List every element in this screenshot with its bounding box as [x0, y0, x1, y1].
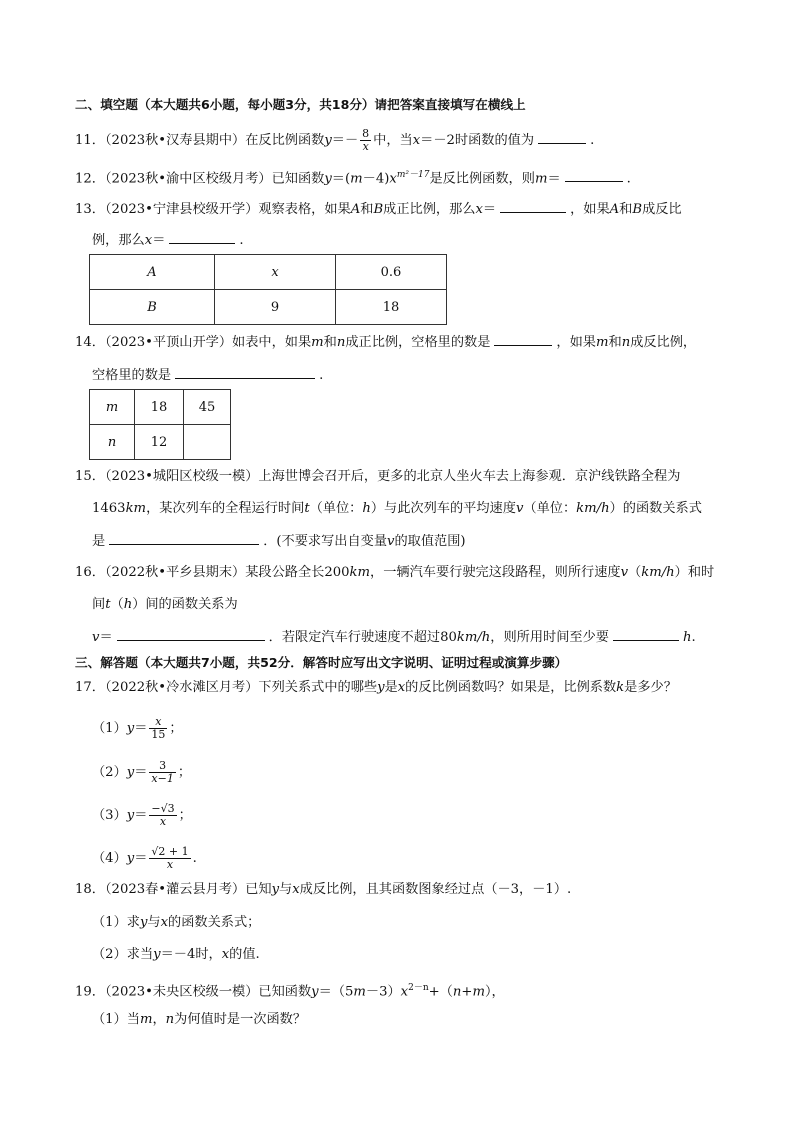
q12-m2: m [534, 171, 548, 187]
q11-cond: ＝－2时函数的值为 [420, 133, 535, 148]
q17-prefix: 17．（2022秋•冷水滩区月考）下列关系式中的哪些 [75, 680, 378, 695]
q12-end: . [626, 171, 631, 187]
q17-x: x [397, 680, 406, 695]
q11-numerator: 8 [362, 127, 370, 140]
q18-sub-2 [92, 945, 260, 965]
q12-prefix: 12．（2023秋•渝中区校级月考）已知函数 [75, 171, 325, 187]
question-11 [75, 128, 594, 153]
question-12 [75, 165, 631, 189]
question-13-line-2 [92, 229, 244, 251]
q11-answer-blank[interactable] [538, 129, 586, 144]
q14-end2: . [319, 368, 324, 383]
q17-item-denominator: x [149, 815, 176, 828]
q13-line2-prefix: 例，那么 [92, 233, 145, 248]
question-15-line-3 [92, 530, 466, 552]
q15-answer-blank[interactable] [109, 530, 259, 545]
q14-table [89, 389, 231, 460]
question-15-line-2 [92, 499, 702, 519]
q17-item-eq: ＝ [134, 765, 148, 780]
q12-eq2: ＝ [547, 171, 561, 187]
q17-item-4 [92, 846, 197, 871]
question-13-line-1 [75, 198, 682, 220]
table-cell: 9 [215, 290, 336, 325]
q15-t: t [304, 501, 310, 516]
q17-item-end: ； [177, 765, 192, 780]
q17-item-eq: ＝ [134, 721, 148, 736]
table-cell: n [90, 425, 135, 460]
q17-mid1: 是 [384, 680, 398, 695]
q11-end: . [590, 133, 595, 148]
q16-h2: h [682, 630, 692, 645]
q19-x: x [400, 984, 409, 1000]
question-16-line-3 [92, 626, 696, 648]
q13-mid2: ，如果 [570, 202, 610, 217]
q19-plus: +（ [428, 984, 453, 1000]
q19-sub1-m: m [139, 1012, 153, 1027]
q19-prefix: 19．（2023•未央区校级一模）已知函数 [75, 984, 312, 1000]
q15-text-e: （单位： [523, 501, 577, 516]
q19-end: ）， [484, 984, 505, 1000]
q16-kmh: km/h [641, 565, 675, 580]
q19-eq: ＝（5 [318, 984, 354, 1000]
q18-sub2-a: （2）求当 [92, 947, 154, 962]
q14-answer-blank-2[interactable] [175, 364, 315, 379]
question-14-line-2 [92, 364, 323, 386]
q16-kmh2: km/h [456, 630, 491, 645]
table-cell: B [90, 290, 215, 325]
q17-item-numerator: √2 + 1 [151, 845, 189, 858]
q17-item-lhs: y [126, 851, 135, 866]
q13-end2: . [239, 233, 244, 248]
q14-n2: n [621, 335, 631, 350]
q15-km: km [125, 501, 147, 516]
table-cell: 12 [135, 425, 184, 460]
q17-k: k [616, 680, 625, 695]
q17-item-eq: ＝ [134, 851, 148, 866]
q19-sub1-b: 为何值时是一次函数？ [174, 1012, 307, 1027]
q19-y: y [311, 984, 319, 1000]
q16-t: t [105, 597, 111, 612]
q17-item-3 [92, 803, 192, 828]
q15-v2: v [387, 534, 395, 549]
q12-minus: －4) [362, 171, 390, 187]
q12-answer-blank[interactable] [565, 167, 623, 182]
q16-text-d: ）和时 [674, 565, 715, 580]
q13-answer-blank-1[interactable] [500, 198, 566, 213]
q13-mid1: 成正比例，那么 [383, 202, 476, 217]
q17-item-label: （3） [92, 808, 127, 823]
q19-m: m [353, 984, 366, 1000]
q17-item-lhs: y [126, 721, 135, 736]
table-cell: 45 [184, 390, 231, 425]
q19-mid: －3） [365, 984, 401, 1000]
question-17 [75, 678, 677, 698]
table-cell: 18 [336, 290, 447, 325]
q13-table [89, 254, 447, 325]
q15-line3-c: 的取值范围) [394, 534, 466, 549]
q17-item-denominator: x−1 [151, 772, 174, 785]
q14-answer-blank-1[interactable] [494, 331, 552, 346]
q16-answer-blank-2[interactable] [613, 626, 679, 641]
q17-item-label: （2） [92, 765, 127, 780]
q13-end1: 成反比 [642, 202, 682, 217]
q18-sub2-b: ＝－4时， [160, 947, 222, 962]
q16-line3-eq: ＝ [99, 630, 113, 645]
q18-sub2-x: x [221, 947, 230, 962]
q18-mid1: 与 [279, 882, 293, 897]
q19-plus2: + [461, 984, 473, 1000]
q19-sub-1 [92, 1010, 306, 1030]
q16-line2-a: 间 [92, 597, 106, 612]
q17-item-eq: ＝ [134, 808, 148, 823]
q17-item-numerator: x [155, 715, 162, 728]
q11-mid: 中，当 [373, 133, 413, 148]
q14-line2: 空格里的数是 [92, 368, 172, 383]
table-cell: m [90, 390, 135, 425]
q14-prefix: 14．（2023•平顶山开学）如表中，如果 [75, 335, 312, 350]
q16-line3-v: v [92, 630, 100, 645]
table-cell: 18 [135, 390, 184, 425]
section-2-title: 二、填空题（本大题共6小题，每小题3分，共18分）请把答案直接填写在横线上 [75, 97, 526, 112]
q14-m2: m [595, 335, 609, 350]
q19-exponent: 2－n [408, 983, 429, 993]
q17-item-numerator: −√3 [151, 802, 175, 815]
q11-fraction [360, 128, 371, 153]
q16-line3-c: ，则所用时间至少要 [490, 630, 609, 645]
q11-eq: ＝－ [331, 133, 359, 148]
q19-sub1-comma: ， [152, 1012, 166, 1027]
q14-mid1: 成正比例，空格里的数是 [345, 335, 491, 350]
q11-denominator: x [360, 140, 371, 153]
q14-m: m [311, 335, 324, 350]
q17-item-denominator: x [149, 858, 190, 871]
q16-end: . [691, 630, 696, 645]
q16-h: h [123, 597, 133, 612]
q17-y: y [377, 680, 385, 695]
q15-kmh: km/h [576, 501, 610, 516]
q15-line3-a: 是 [92, 534, 106, 549]
q12-x: x [389, 171, 397, 187]
q17-item-label: （1） [92, 721, 127, 736]
q15-h: h [362, 501, 371, 516]
q13-answer-blank-2[interactable] [169, 229, 235, 244]
table-cell[interactable] [184, 425, 231, 460]
q17-item-fraction [149, 760, 175, 785]
q18-sub1-y: y [139, 915, 148, 930]
question-15-line-1: 15．（2023•城阳区校级一模）上海世博会召开后，更多的北京人坐火车去上海参观．京沪线铁路全程为 [75, 469, 681, 484]
q14-end1: 成反比例， [630, 335, 697, 350]
q12-mid: 是反比例函数，则 [429, 171, 535, 187]
q17-item-end: ； [178, 808, 192, 823]
q17-item-2 [92, 760, 191, 785]
q17-item-fraction [149, 846, 190, 871]
q17-item-denominator: 15 [151, 728, 166, 741]
table-row [90, 290, 447, 325]
q16-text-c: （ [628, 565, 642, 580]
q19-m2: m [472, 984, 485, 1000]
q17-item-end: ； [169, 721, 183, 736]
q15-text-b: ，某次列车的全程运行时间 [146, 501, 305, 516]
q17-item-lhs: y [126, 765, 135, 780]
q13-A: A [350, 202, 361, 217]
q12-y: y [324, 171, 332, 187]
q17-item-fraction [149, 803, 176, 828]
table-cell: 0.6 [336, 255, 447, 290]
q18-sub1-b: 与 [147, 915, 161, 930]
question-19 [75, 978, 505, 1002]
q12-eq: ＝( [331, 171, 351, 187]
q18-sub1-a: （1）求 [92, 915, 140, 930]
q11-x: x [412, 133, 421, 148]
q17-item-numerator: 3 [159, 759, 167, 772]
q17-end: 是多少？ [624, 680, 677, 695]
q16-v: v [620, 565, 629, 580]
q18-sub1-x: x [160, 915, 169, 930]
q13-B2: B [632, 202, 643, 217]
q16-line2-c: ）间的函数关系为 [132, 597, 238, 612]
q15-line3-b: ．(不要求写出自变量 [263, 534, 388, 549]
q14-and: 和 [323, 335, 337, 350]
q15-distance: 1463 [92, 501, 126, 516]
q13-B: B [373, 202, 384, 217]
table-row [90, 255, 447, 290]
question-16-line-1 [75, 563, 714, 583]
q18-mid2: 成反比例，且其函数图象经过点（－3，－1）. [299, 882, 572, 897]
q15-text-f: ）的函数关系式 [609, 501, 702, 516]
q16-answer-blank-1[interactable] [117, 626, 265, 641]
q16-text-b: ，一辆汽车要行驶完这段路程，则所行速度 [370, 565, 621, 580]
q18-sub1-c: 的函数关系式； [168, 915, 261, 930]
q13-A2: A [609, 202, 620, 217]
q12-m: m [350, 171, 363, 187]
table-cell: A [90, 255, 215, 290]
q13-eq2: ＝ [152, 233, 166, 248]
q16-text-a: 16．（2022秋•平乡县期末）某段公路全长200 [75, 565, 350, 580]
q19-n: n [452, 984, 462, 1000]
q18-x: x [292, 882, 300, 897]
q18-sub2-c: 的值. [229, 947, 260, 962]
q19-sub1-a: （1）当 [92, 1012, 140, 1027]
q17-mid2: 的反比例函数吗？如果是，比例系数 [405, 680, 617, 695]
table-row [90, 425, 231, 460]
question-18 [75, 880, 571, 900]
q17-item-lhs: y [126, 808, 135, 823]
q13-x: x [475, 202, 483, 217]
q14-and2: 和 [608, 335, 622, 350]
q17-item-1 [92, 716, 183, 741]
q18-y: y [271, 882, 280, 897]
question-16-line-2 [92, 595, 238, 615]
q19-sub1-n: n [165, 1012, 175, 1027]
q18-prefix: 18．（2023春•灌云县月考）已知 [75, 882, 272, 897]
q13-prefix: 13．（2023•宁津县校级开学）观察表格，如果 [75, 202, 351, 217]
q16-line2-b: （ [110, 597, 124, 612]
q12-exponent: m²－17 [396, 170, 430, 180]
q15-text-d: ）与此次列车的平均速度 [370, 501, 516, 516]
q17-item-label: （4） [92, 851, 127, 866]
q14-n: n [336, 335, 346, 350]
q17-item-end: . [192, 851, 197, 866]
q11-prefix: 11．（2023秋•汉寿县期中）在反比例函数 [75, 133, 325, 148]
table-row [90, 390, 231, 425]
q16-line3-b: ．若限定汽车行驶速度不超过80 [268, 630, 457, 645]
table-cell: x [215, 255, 336, 290]
q13-and2: 和 [619, 202, 633, 217]
question-14-line-1 [75, 331, 696, 353]
q15-v: v [515, 501, 524, 516]
q11-y: y [324, 133, 332, 148]
q13-eq: ＝ [482, 202, 497, 217]
q13-and: 和 [360, 202, 374, 217]
q17-item-fraction [149, 716, 167, 741]
q15-text-c: （单位： [309, 501, 363, 516]
q18-sub-1 [92, 913, 260, 933]
q13-x2: x [144, 233, 153, 248]
q14-mid2: ，如果 [556, 335, 596, 350]
q16-km: km [349, 565, 371, 580]
section-3-title: 三、解答题（本大题共7小题，共52分．解答时应写出文字说明、证明过程或演算步骤） [75, 655, 568, 670]
q18-sub2-y: y [153, 947, 161, 962]
